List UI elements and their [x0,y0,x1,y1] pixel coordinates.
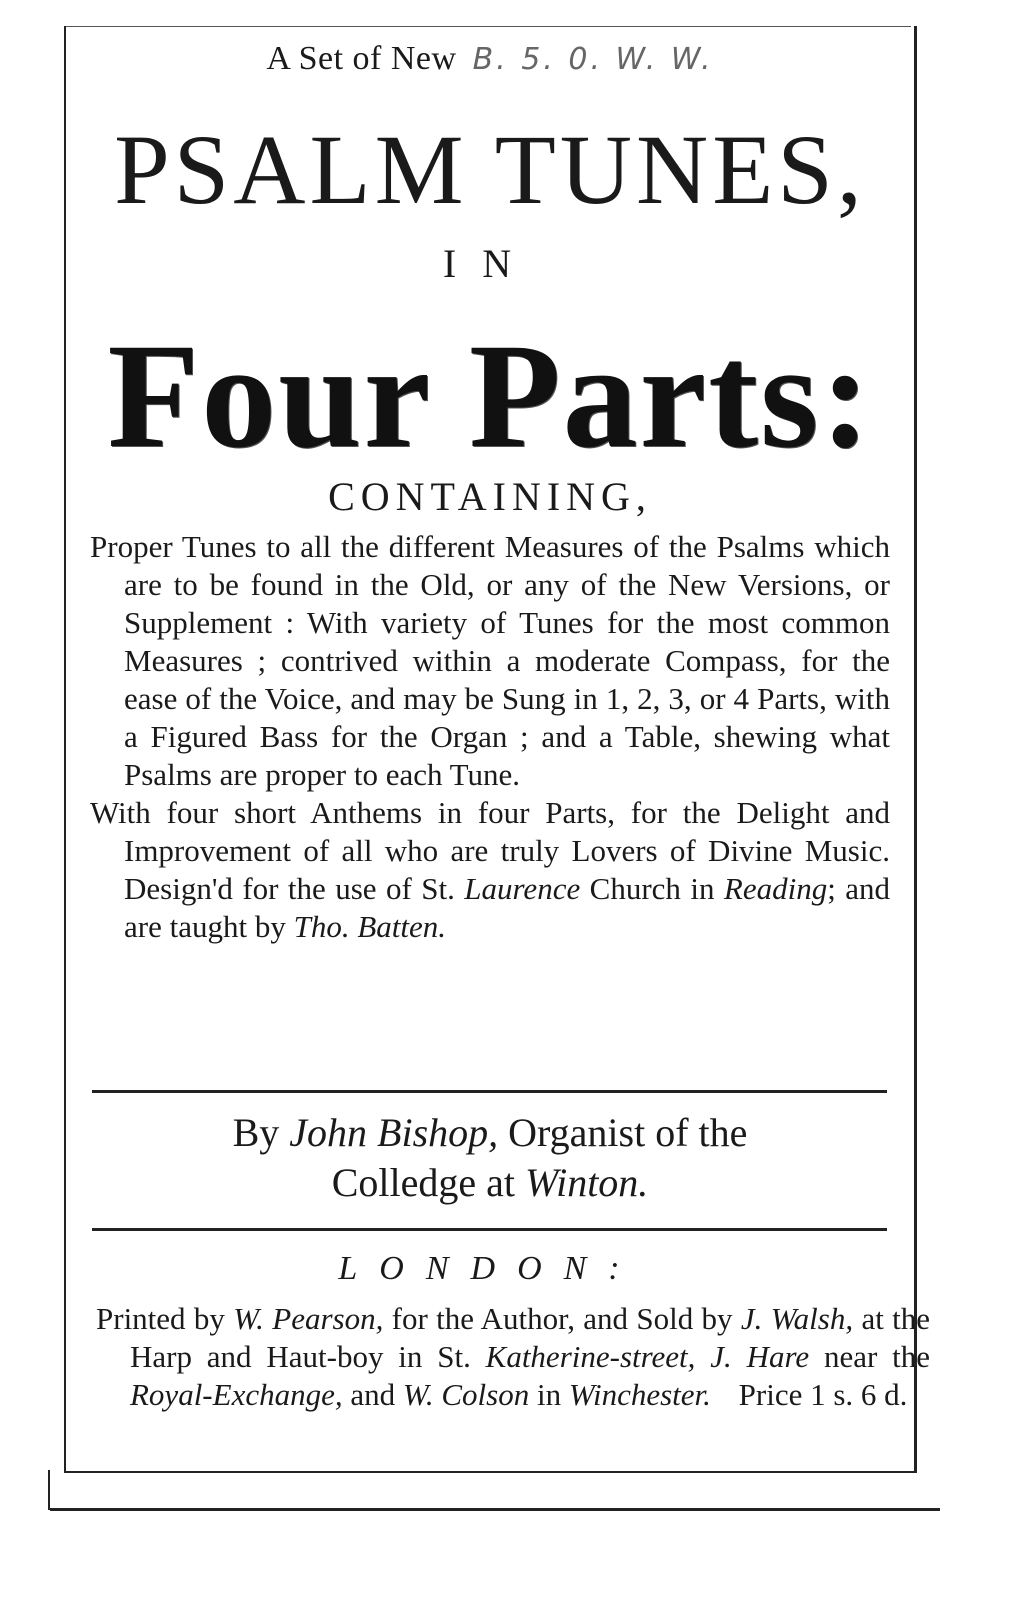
outer-border-bottom [50,1508,940,1511]
for-author-text: for the Author, and Sold by [391,1301,733,1336]
harp-text: at the Harp and Haut-boy in St. [130,1301,931,1374]
author-role: Organist of the [508,1110,748,1155]
printer-name: W. Pearson, [233,1301,384,1336]
rule-above-imprint [92,1228,887,1231]
contents-paragraph-1: Proper Tunes to all the different Measures of the Psalms which are to be found in the Old, or any of the New Versions, or Supplement : With variety of Tunes for the most common Measures ; contrived within a moderate Compass, for the ease of the Voice, and may be Sung in 1, 2, 3, or 4 Parts, with a Figured Bass for the Organ ; and a Table, shewing what Psalms are proper to each Tune. [90,529,890,792]
exchange-name: Royal-Exchange, [130,1377,343,1412]
title-four-parts: Four Parts: [107,313,873,479]
set-line-text: A Set of New [266,40,457,77]
near-text: near the [823,1339,931,1374]
author-line-1 [70,1108,910,1158]
in-text: in [536,1377,562,1412]
set-line [70,40,910,78]
outer-border-left [48,1470,50,1510]
author-name: John Bishop, [289,1110,499,1155]
and-text: and [350,1377,396,1412]
para2-start: With four short Anthems in four Parts, for the Delight and Improvement of all who are truly Lovers of Divine Music. Design'd for the use of St. [90,795,890,906]
title-psalm-tunes: PSALM TUNES, [114,114,866,225]
walsh-name: J. Walsh, [740,1301,854,1336]
rule-above-author [92,1090,887,1093]
winchester-name: Winchester. [568,1377,711,1412]
price-text: Price 1 s. 6 d. [738,1377,908,1412]
author-line-2 [70,1158,910,1208]
colson-name: W. Colson [402,1377,530,1412]
handwritten-note: B. 5. 0. W. W. [472,42,714,77]
taught-text: ; and are taught by [124,871,891,944]
author-block [70,1108,910,1208]
imprint-city: LONDON: [338,1250,642,1287]
batten-text: Tho. Batten. [293,909,446,944]
imprint-text [96,1300,930,1414]
reading-text: Reading [723,871,828,906]
title-in: IN [442,241,538,286]
by-text: By [232,1110,280,1155]
church-text: Church in [589,871,715,906]
contents-paragraph-2 [90,794,890,946]
laurence-text: Laurence [464,871,581,906]
containing-heading: CONTAINING, [328,474,652,519]
printed-by-text: Printed by [96,1301,225,1336]
contents-description [90,528,890,946]
winton-text: Winton. [524,1160,649,1205]
college-text: Colledge at [331,1160,515,1205]
hare-name: J. Hare [710,1339,810,1374]
street-name: Katherine-street, [485,1339,696,1374]
